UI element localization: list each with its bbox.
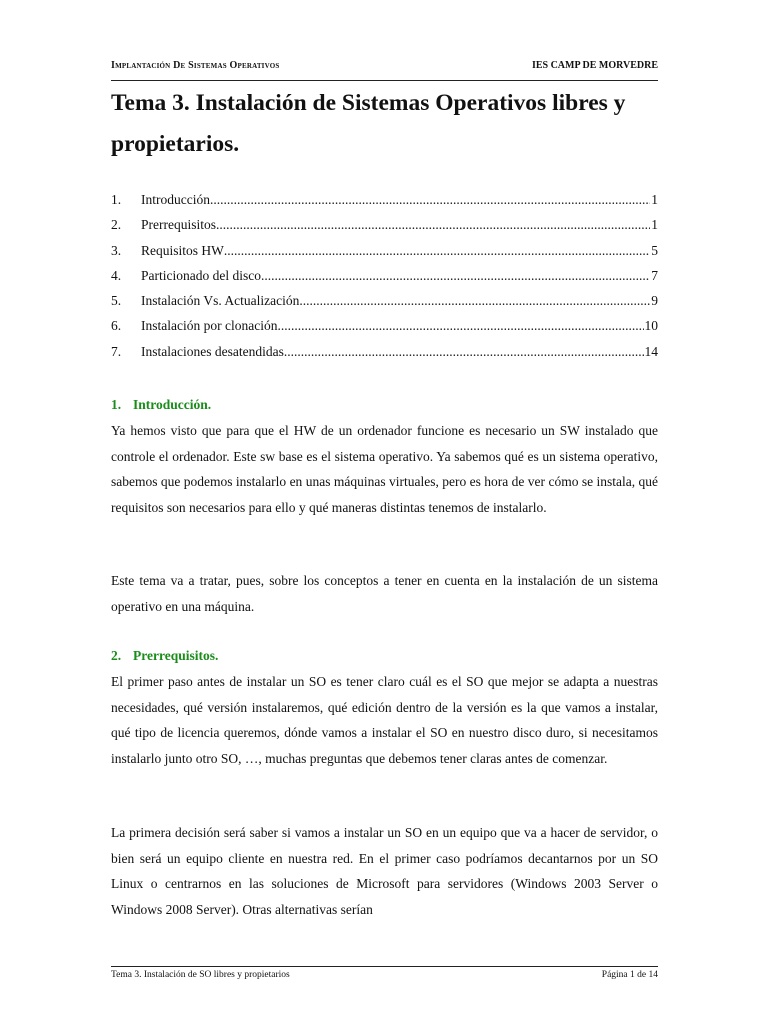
toc-entry-label: Instalaciones desatendidas bbox=[141, 343, 284, 359]
section-number: 1. bbox=[111, 397, 122, 412]
toc-entry-label: Particionado del disco bbox=[141, 267, 261, 283]
toc-dot-leader bbox=[277, 318, 643, 334]
toc-entry-page: 7 bbox=[651, 267, 658, 283]
toc-entry[interactable] bbox=[111, 243, 658, 268]
section-heading-introduccion bbox=[111, 397, 211, 413]
toc-dot-leader bbox=[261, 268, 650, 284]
toc-entry[interactable] bbox=[111, 344, 658, 369]
toc-dot-leader bbox=[299, 293, 650, 309]
document-title: Tema 3. Instalación de Sistemas Operativos libres y propietarios. bbox=[111, 90, 626, 157]
toc-entry-number: 7. bbox=[111, 343, 122, 359]
toc-entry-number: 2. bbox=[111, 217, 122, 233]
toc-entry[interactable] bbox=[111, 217, 658, 242]
paragraph: El primer paso antes de instalar un SO es tener claro cuál es el SO que mejor se adapta a nuestras necesidades, qué versión instalaremos, qué edición dentro de la versión es la que vamos a instalar, qué tipo de licencia queremos, dónde vamos a instalar el SO en nuestro disco duro, si necesitamos instalarlo junto otro SO, …, muchas preguntas que debemos tener claras antes de comenzar. bbox=[111, 674, 658, 766]
toc-entry[interactable] bbox=[111, 293, 658, 318]
toc-entry[interactable] bbox=[111, 268, 658, 293]
toc-entry-page: 14 bbox=[644, 343, 658, 359]
footer-page-number: Página 1 de 14 bbox=[601, 970, 658, 980]
toc-entry-page: 9 bbox=[651, 293, 658, 309]
paragraph: La primera decisión será saber si vamos a instalar un SO en un equipo que va a hacer de servidor, o bien será un equipo cliente en nuestra red. En el primer caso podríamos decantarnos por un SO Linux o centrarnos en las soluciones de Microsoft para servidores (Windows 2003 Server o Windows 2008 Server). Otras alternativas serían bbox=[111, 825, 658, 917]
toc-entry-label: Instalación por clonación bbox=[141, 318, 278, 334]
header-school-name: IES CAMP DE MORVEDRE bbox=[531, 60, 658, 71]
toc-dot-leader bbox=[216, 217, 650, 233]
toc-entry-number: 1. bbox=[111, 192, 122, 207]
paragraph: Ya hemos visto que para que el HW de un ordenador funcione es necesario un SW instalado que controle el ordenador. Este sw base es el sistema operativo. Ya sabemos qué es un sistema operativo, sabemos que podemos instalarlo en unas máquinas virtuales, pero es hora de ver cómo se instala, qué requisitos son necesarios para ello y qué maneras distintas tenemos de instalarlo. bbox=[111, 423, 658, 515]
toc-entry-label: Requisitos HW bbox=[141, 242, 224, 258]
toc-entry-page: 1 bbox=[651, 217, 658, 233]
toc-entry-number: 4. bbox=[111, 267, 122, 283]
page-header bbox=[111, 58, 658, 81]
section-heading-prerrequisitos bbox=[111, 648, 218, 664]
paragraph: Este tema va a tratar, pues, sobre los conceptos a tener en cuenta en la instalación de un sistema operativo en una máquina. bbox=[111, 573, 658, 614]
toc-entry-number: 6. bbox=[111, 318, 122, 334]
toc-dot-leader bbox=[284, 344, 644, 360]
toc-entry[interactable] bbox=[111, 192, 658, 217]
toc-entry[interactable] bbox=[111, 318, 658, 343]
table-of-contents bbox=[111, 192, 658, 369]
toc-entry-number: 3. bbox=[111, 242, 122, 258]
section-number: 2. bbox=[111, 648, 122, 663]
toc-entry-page: 5 bbox=[651, 242, 658, 258]
toc-entry-page: 10 bbox=[644, 318, 658, 334]
footer-topic: Tema 3. Instalación de SO libres y propietarios bbox=[111, 970, 290, 980]
page-footer bbox=[111, 966, 658, 980]
toc-entry-label: Prerrequisitos bbox=[141, 217, 216, 233]
toc-dot-leader bbox=[224, 243, 650, 259]
section-heading-text: Prerrequisitos. bbox=[133, 648, 219, 663]
header-course-title: Implantación De Sistemas Operativos bbox=[111, 60, 280, 71]
toc-dot-leader bbox=[210, 192, 650, 208]
toc-entry-number: 5. bbox=[111, 293, 122, 309]
section-heading-text: Introducción. bbox=[133, 397, 212, 412]
toc-entry-label: Instalación Vs. Actualización bbox=[141, 293, 300, 309]
toc-entry-page: 1 bbox=[651, 192, 658, 207]
toc-entry-label: Introducción bbox=[141, 192, 210, 207]
